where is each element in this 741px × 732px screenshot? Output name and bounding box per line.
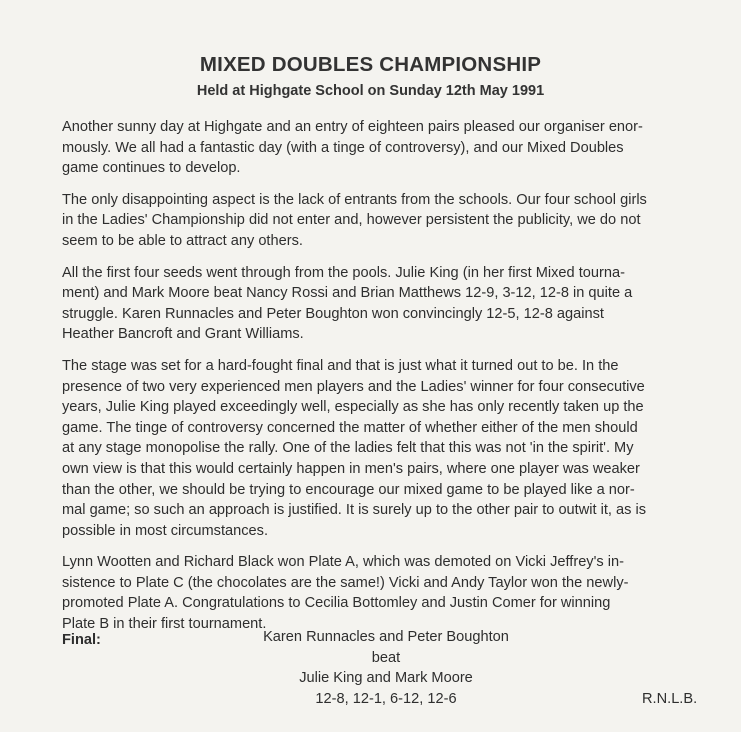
text-line: sistence to Plate C (the chocolates are the same!) Vicki and Andy Taylor won the newly- <box>62 574 629 591</box>
text-line: presence of two very experienced men players and the Ladies' winner for four consecutive <box>62 378 645 395</box>
text-line: years, Julie King played exceedingly well, especially as she has only recently taken up the <box>62 399 644 416</box>
text-line: Another sunny day at Highgate and an entry of eighteen pairs pleased our organiser enor- <box>62 119 643 135</box>
text-line: game. The tinge of controversy concerned the matter of whether either of the men should <box>62 419 638 436</box>
final-score: 12-8, 12-1, 6-12, 12-6 <box>315 690 457 707</box>
final-label: Final: <box>62 632 101 648</box>
text-line: Plate B in their first tournament. <box>62 616 267 633</box>
page-subtitle: Held at Highgate School on Sunday 12th May 1991 <box>196 83 545 99</box>
text-line: in the Ladies' Championship did not enter and, however persistent the publicity, we do not <box>62 212 641 229</box>
text-line: promoted Plate A. Congratulations to Cecilia Bottomley and Justin Comer for winning <box>62 595 611 612</box>
final-winners: Karen Runnacles and Peter Boughton <box>263 629 509 645</box>
paragraph-intro <box>62 117 710 179</box>
text-line: All the first four seeds went through from the pools. Julie King (in her first Mixed tourna- <box>62 264 625 281</box>
final-beat: beat <box>371 649 401 666</box>
text-line: mously. We all had a fantastic day (with a tinge of controversy), and our Mixed Doubles <box>62 139 624 156</box>
text-line: seem to be able to attract any others. <box>62 232 303 249</box>
text-line: mal game; so such an approach is justified. It is surely up to the other pair to outwit it, as is <box>62 502 647 519</box>
text-line: struggle. Karen Runnacles and Peter Boughton won convincingly 12-5, 12-8 against <box>62 305 604 322</box>
text-line: Heather Bancroft and Grant Williams. <box>62 326 304 343</box>
final-result <box>236 627 536 709</box>
paragraph-plates <box>62 552 710 634</box>
author-initials: R.N.L.B. <box>642 691 698 707</box>
text-line: The stage was set for a hard-fought final and that is just what it turned out to be. In the <box>62 357 619 374</box>
final-losers: Julie King and Mark Moore <box>299 670 473 687</box>
paragraph-schools <box>62 190 710 252</box>
text-line: game continues to develop. <box>62 160 241 177</box>
text-line: Lynn Wootten and Richard Black won Plate A, which was demoted on Vicki Jeffrey's in- <box>62 554 624 571</box>
text-line: than the other, we should be trying to encourage our mixed game to be played like a nor- <box>62 481 635 498</box>
page-title: MIXED DOUBLES CHAMPIONSHIP <box>199 53 542 76</box>
text-line: The only disappointing aspect is the lack of entrants from the schools. Our four school girls <box>62 191 647 208</box>
text-line: ment) and Mark Moore beat Nancy Rossi and Brian Matthews 12-9, 3-12, 12-8 in quite a <box>62 285 633 302</box>
text-line: possible in most circumstances. <box>62 522 269 539</box>
text-line: at any stage monopolise the rally. One of the ladies felt that this was not 'in the spirit'. My <box>62 440 634 457</box>
article-body <box>62 117 710 646</box>
paragraph-final-report <box>62 356 710 541</box>
text-line: own view is that this would certainly happen in men's pairs, where one player was weaker <box>62 460 640 477</box>
paragraph-seeds <box>62 263 710 345</box>
